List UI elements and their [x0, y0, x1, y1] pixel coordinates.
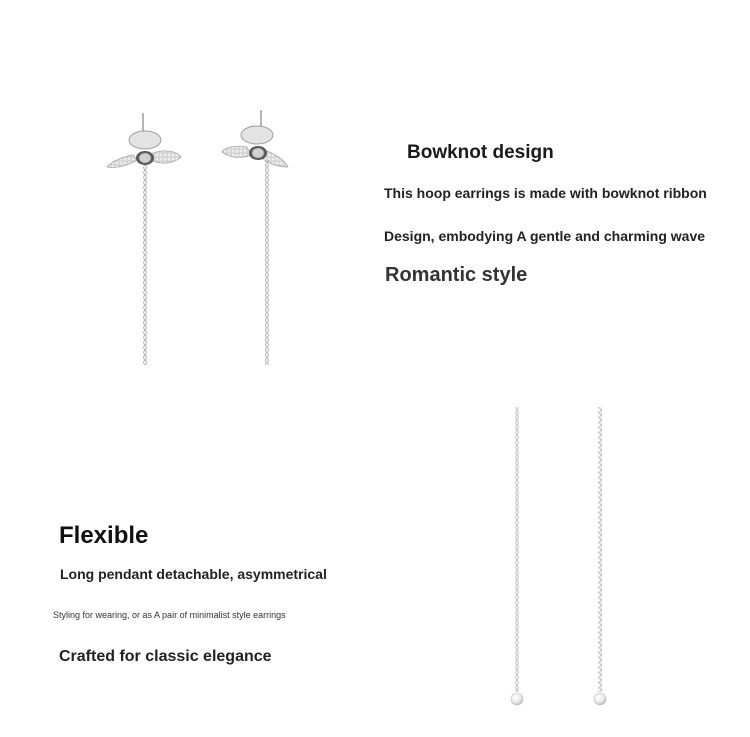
flexible-heading: Flexible: [59, 522, 149, 549]
romantic-style-label: Romantic style: [385, 264, 528, 286]
flexible-description-line-2: Styling for wearing, or as A pair of minimalist style earrings: [53, 610, 286, 620]
bowknot-heading: Bowknot design: [407, 142, 554, 163]
classic-elegance-label: Crafted for classic elegance: [59, 648, 272, 665]
right-pendant-chain: [594, 407, 606, 705]
right-earring: [222, 110, 288, 365]
left-earring: [107, 113, 181, 365]
bowknot-description-line-1: This hoop earrings is made with bowknot ribbon: [384, 185, 707, 201]
bowknot-earrings-image: [95, 105, 305, 370]
pendant-chains-image: [495, 405, 625, 715]
bowknot-description-line-2: Design, embodying A gentle and charming wave: [384, 228, 706, 244]
left-pendant-chain: [511, 407, 523, 705]
flexible-description-line-1: Long pendant detachable, asymmetrical: [60, 566, 327, 582]
